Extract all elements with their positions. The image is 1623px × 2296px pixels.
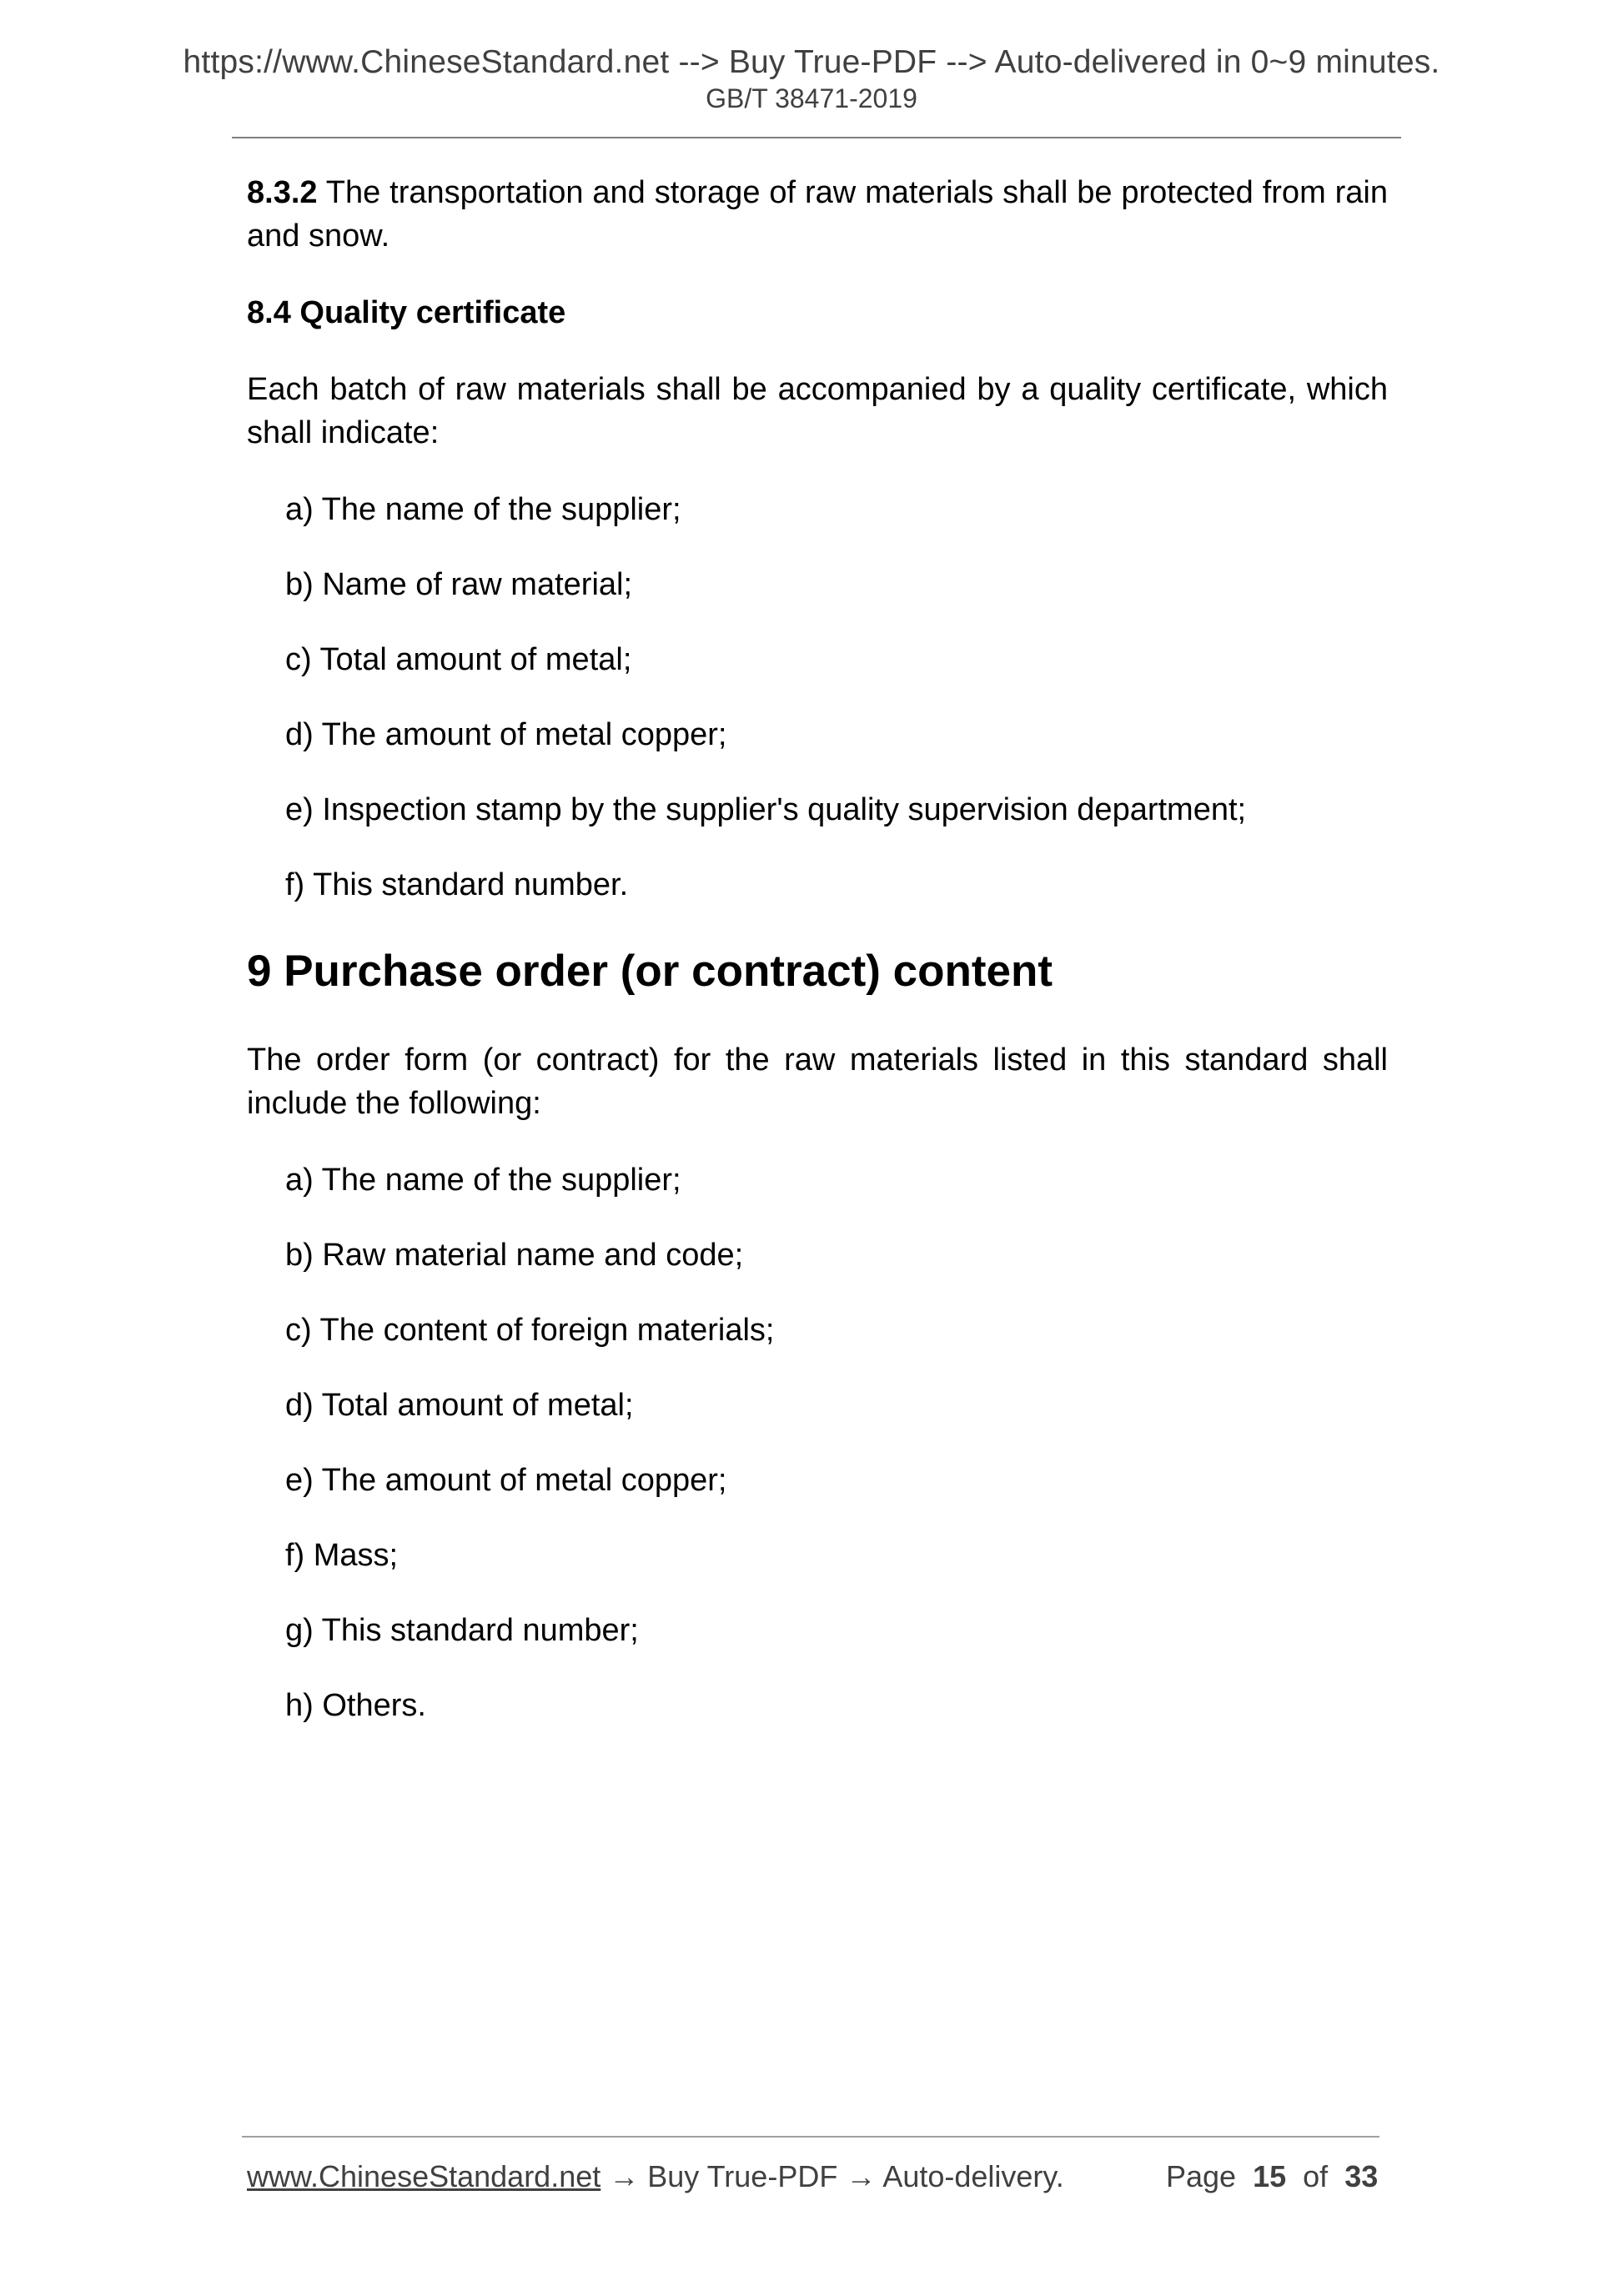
footer-promo-text: → Buy True-PDF → Auto-delivery.: [600, 2159, 1064, 2193]
list-item: h) Others.: [285, 1688, 426, 1723]
list-item: a) The name of the supplier;: [285, 1163, 681, 1198]
order-items-list: [247, 1158, 1388, 1727]
list-item: e) Inspection stamp by the supplier's quality supervision department;: [285, 792, 1247, 827]
list-item: b) Name of raw material;: [285, 567, 633, 602]
list-item: d) Total amount of metal;: [285, 1388, 634, 1423]
page-number: 15: [1253, 2159, 1287, 2193]
standard-code: GB/T 38471-2019: [706, 83, 917, 113]
header-divider: [232, 137, 1401, 138]
list-item: f) This standard number.: [285, 867, 629, 902]
page-indicator: [1166, 2158, 1378, 2195]
total-pages: 33: [1344, 2159, 1379, 2193]
footer-link[interactable]: www.ChineseStandard.net: [247, 2159, 601, 2193]
list-item: f) Mass;: [285, 1538, 399, 1573]
list-item: b) Raw material name and code;: [285, 1238, 744, 1273]
page-label: Page: [1166, 2159, 1237, 2193]
list-item: e) The amount of metal copper;: [285, 1463, 727, 1498]
section-8-4-intro: Each batch of raw materials shall be accompanied by a quality certificate, which shall indicate:: [247, 372, 1388, 450]
list-item: c) Total amount of metal;: [285, 642, 632, 677]
clause-text: The transportation and storage of raw materials shall be protected from rain and snow.: [247, 175, 1388, 254]
document-body: [247, 171, 1388, 1727]
certificate-items-list: [247, 488, 1388, 907]
of-label: of: [1303, 2159, 1329, 2193]
list-item: c) The content of foreign materials;: [285, 1313, 775, 1348]
section-9-intro: The order form (or contract) for the raw materials listed in this standard shall include the following:: [247, 1042, 1388, 1121]
footer-promo: [247, 2158, 1064, 2195]
section-heading-8-4: 8.4 Quality certificate: [247, 295, 566, 330]
clause-8-3-2: [247, 171, 1388, 258]
clause-number: 8.3.2: [247, 175, 318, 210]
list-item: d) The amount of metal copper;: [285, 717, 727, 752]
list-item: a) The name of the supplier;: [285, 492, 681, 527]
section-heading-9: 9 Purchase order (or contract) content: [247, 947, 1053, 996]
footer-divider: [242, 2136, 1379, 2138]
list-item: g) This standard number;: [285, 1613, 639, 1648]
header-banner[interactable]: https://www.ChineseStandard.net --> Buy True-PDF --> Auto-delivered in 0~9 minutes.: [183, 44, 1440, 80]
